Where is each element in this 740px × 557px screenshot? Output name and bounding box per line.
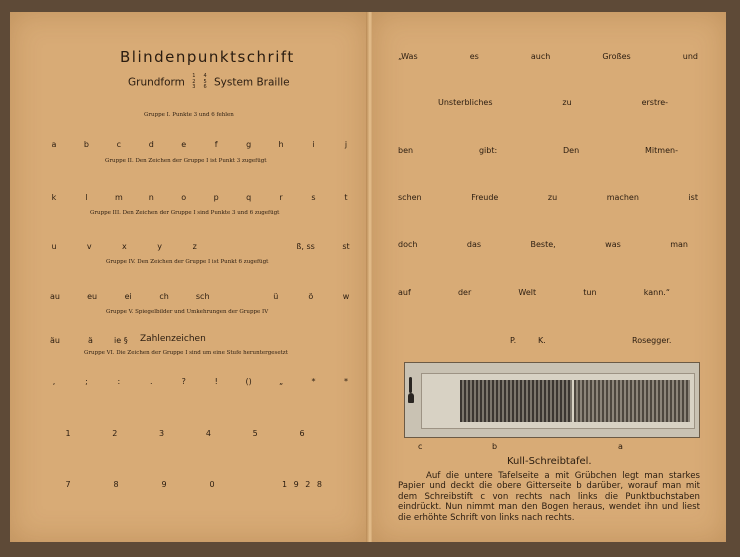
kull-slate-image bbox=[404, 362, 700, 438]
description-paragraph: Auf die untere Tafelseite a mit Grübchen legt man starkes Papier und deckt die obere Gitterseite b darüber, worauf man mit dem Schreibstift c von rechts nach links die Punktbuchstaben eindrückt. Nun nimmt man den Bogen heraus, wendet ihn und liest die erhöhte Schrift von links nach rechts. bbox=[398, 471, 700, 523]
slate-grid-a bbox=[574, 380, 690, 422]
slate-grid-b bbox=[460, 380, 572, 422]
stylus-icon bbox=[408, 377, 414, 407]
group-heading: Gruppe IV. Den Zeichen der Gruppe I ist Punkt 6 zugefügt bbox=[106, 259, 269, 265]
braille-char-a-umlaut: ä bbox=[88, 336, 93, 345]
quote-line-6: auf der Welt tun kann.“ bbox=[398, 288, 670, 297]
signature-name: Rosegger. bbox=[632, 336, 672, 345]
digits-row-1: 1 2 3 4 5 6 bbox=[65, 429, 305, 438]
braille-row-3: u v x y z ß, ss st bbox=[51, 242, 350, 251]
group-heading: Gruppe V. Spiegelbilder und Umkehrungen der Gruppe IV bbox=[106, 309, 269, 315]
zahlenzeichen-label: Zahlenzeichen bbox=[140, 334, 206, 344]
slate-board bbox=[421, 373, 695, 429]
quote-line-4: schen Freude zu machen ist bbox=[398, 193, 698, 202]
quote-line-5: doch das Beste, was man bbox=[398, 240, 688, 249]
page-subtitle bbox=[128, 74, 290, 91]
signature-initial-p: P. bbox=[510, 336, 517, 345]
braille-row-2: k l m n o p q r s t bbox=[51, 193, 348, 202]
signature-initial-k: K. bbox=[538, 336, 546, 345]
quote-line-2: Unsterbliches zu erstre- bbox=[438, 98, 668, 107]
group-heading: Gruppe I. Punkte 3 und 6 fehlen bbox=[144, 112, 234, 118]
figure-caption: Kull-Schreibtafel. bbox=[507, 456, 592, 467]
year-text: 1 9 2 8 bbox=[282, 480, 324, 489]
group-heading: Gruppe VI. Die Zeichen der Gruppe I sind um eine Stufe heruntergesetzt bbox=[84, 350, 288, 356]
braille-row-1: a b c d e f g h i j bbox=[51, 140, 348, 149]
dot-numbers-right: 4 5 6 bbox=[203, 73, 207, 90]
page-title: Blindenpunktschrift bbox=[120, 48, 295, 66]
slate-label-c: c bbox=[418, 442, 423, 451]
braille-char-ie: ie § bbox=[114, 336, 128, 345]
left-page bbox=[10, 12, 368, 542]
subtitle-pre: Grundform bbox=[128, 76, 185, 89]
subtitle-post: System Braille bbox=[213, 76, 290, 89]
quote-line-3: ben gibt: Den Mitmen- bbox=[398, 146, 678, 155]
punctuation-row: , ; : . ? ! () „ * * bbox=[52, 377, 348, 386]
group-heading: Gruppe II. Den Zeichen der Gruppe I ist Punkt 3 zugefügt bbox=[105, 158, 267, 164]
dot-numbers-left: 1 2 3 bbox=[192, 73, 196, 90]
braille-row-4: au eu ei ch sch ü ö w bbox=[50, 292, 350, 301]
right-page bbox=[372, 12, 726, 542]
slate-label-b: b bbox=[492, 442, 498, 451]
group-heading: Gruppe III. Den Zeichen der Gruppe I sind Punkte 3 und 6 zugefügt bbox=[90, 210, 280, 216]
slate-label-a: a bbox=[618, 442, 623, 451]
digits-row-2: 7 8 9 0 bbox=[65, 480, 215, 489]
braille-char-au-umlaut: äu bbox=[50, 336, 60, 345]
quote-line-1: „Was es auch Großes und bbox=[398, 52, 698, 61]
